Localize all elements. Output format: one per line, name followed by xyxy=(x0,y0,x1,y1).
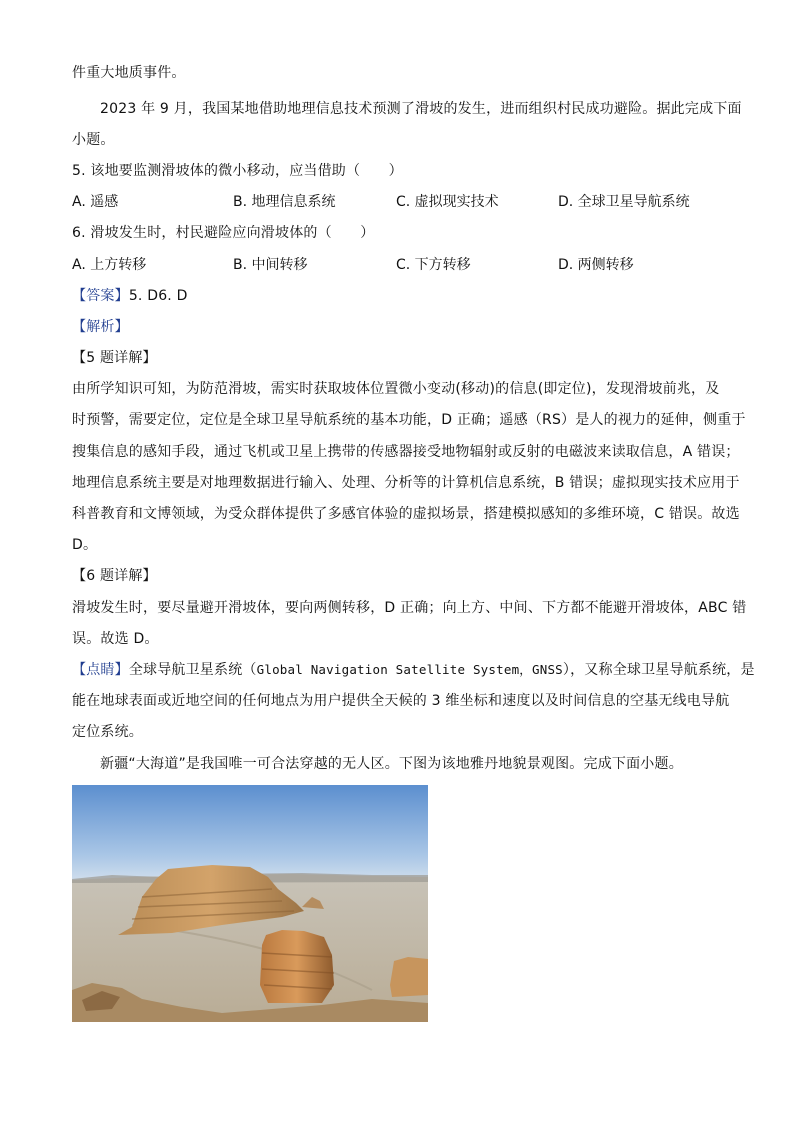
text-line: 时预警，需要定位，定位是全球卫星导航系统的基本功能，D 正确；遥感（RS）是人的视力的延伸，侧重于 xyxy=(72,412,746,428)
text-line: 误。故选 D。 xyxy=(72,631,159,647)
text-line: 件重大地质事件。 xyxy=(72,65,186,81)
answer-line xyxy=(72,285,722,307)
answer-label: 【答案】 xyxy=(72,288,129,304)
option-b: B. 地理信息系统 xyxy=(233,194,336,210)
answer-text: 5. D6. D xyxy=(128,288,188,304)
detail-6-title: 【6 题详解】 xyxy=(72,568,157,584)
tip-text: ），又称全球卫星导航系统，是 xyxy=(562,662,755,678)
yardang-landscape-photo xyxy=(72,785,428,1022)
option-c: C. 虚拟现实技术 xyxy=(396,194,499,210)
text-line: 科普教育和文博领域，为受众群体提供了多感官体验的虚拟场景，搭建模拟感知的多维环境，C 错误。故选 xyxy=(72,506,740,522)
text-line: D。 xyxy=(72,537,98,553)
option-a: A. 上方转移 xyxy=(72,257,147,273)
text-line: 滑坡发生时，要尽量避开滑坡体，要向两侧转移，D 正确；向上方、中间、下方都不能避开滑坡体，ABC 错 xyxy=(72,600,747,616)
intro-paragraph: 2023 年 9 月，我国某地借助地理信息技术预测了滑坡的发生，进而组织村民成功避险。据此完成下面 xyxy=(100,101,742,117)
text-line: 地理信息系统主要是对地理数据进行输入、处理、分析等的计算机信息系统，B 错误；虚拟现实技术应用于 xyxy=(72,475,740,491)
option-d: D. 全球卫星导航系统 xyxy=(558,194,690,210)
text-line: 定位系统。 xyxy=(72,724,143,740)
xinjiang-intro: 新疆“大海道”是我国唯一可合法穿越的无人区。下图为该地雅丹地貌景观图。完成下面小题。 xyxy=(100,756,683,772)
tip-text: 全球导航卫星系统（ xyxy=(128,662,257,678)
option-b: B. 中间转移 xyxy=(233,257,308,273)
question-5: 5. 该地要监测滑坡体的微小移动，应当借助（ ） xyxy=(72,163,403,179)
option-d: D. 两侧转移 xyxy=(558,257,634,273)
tip-line xyxy=(72,659,755,681)
text-line: 搜集信息的感知手段，通过飞机或卫星上携带的传感器接受地物辐射或反射的电磁波来读取信息，A 错误； xyxy=(72,444,740,460)
yardang-landscape-illustration xyxy=(72,785,428,1022)
analysis-label: 【解析】 xyxy=(72,319,129,335)
option-a: A. 遥感 xyxy=(72,194,119,210)
text-line: 由所学知识可知，为防范滑坡，需实时获取坡体位置微小变动(移动)的信息(即定位)，发现滑坡前兆，及 xyxy=(72,381,720,397)
text-line: 小题。 xyxy=(72,132,115,148)
option-c: C. 下方转移 xyxy=(396,257,471,273)
text-line: 能在地球表面或近地空间的任何地点为用户提供全天候的 3 维坐标和速度以及时间信息的空基无线电导航 xyxy=(72,693,730,709)
tip-label: 【点睛】 xyxy=(72,662,129,678)
question-6: 6. 滑坡发生时，村民避险应向滑坡体的（ ） xyxy=(72,225,375,241)
tip-text-english: Global Navigation Satellite System，GNSS xyxy=(256,662,563,677)
detail-5-title: 【5 题详解】 xyxy=(72,350,157,366)
